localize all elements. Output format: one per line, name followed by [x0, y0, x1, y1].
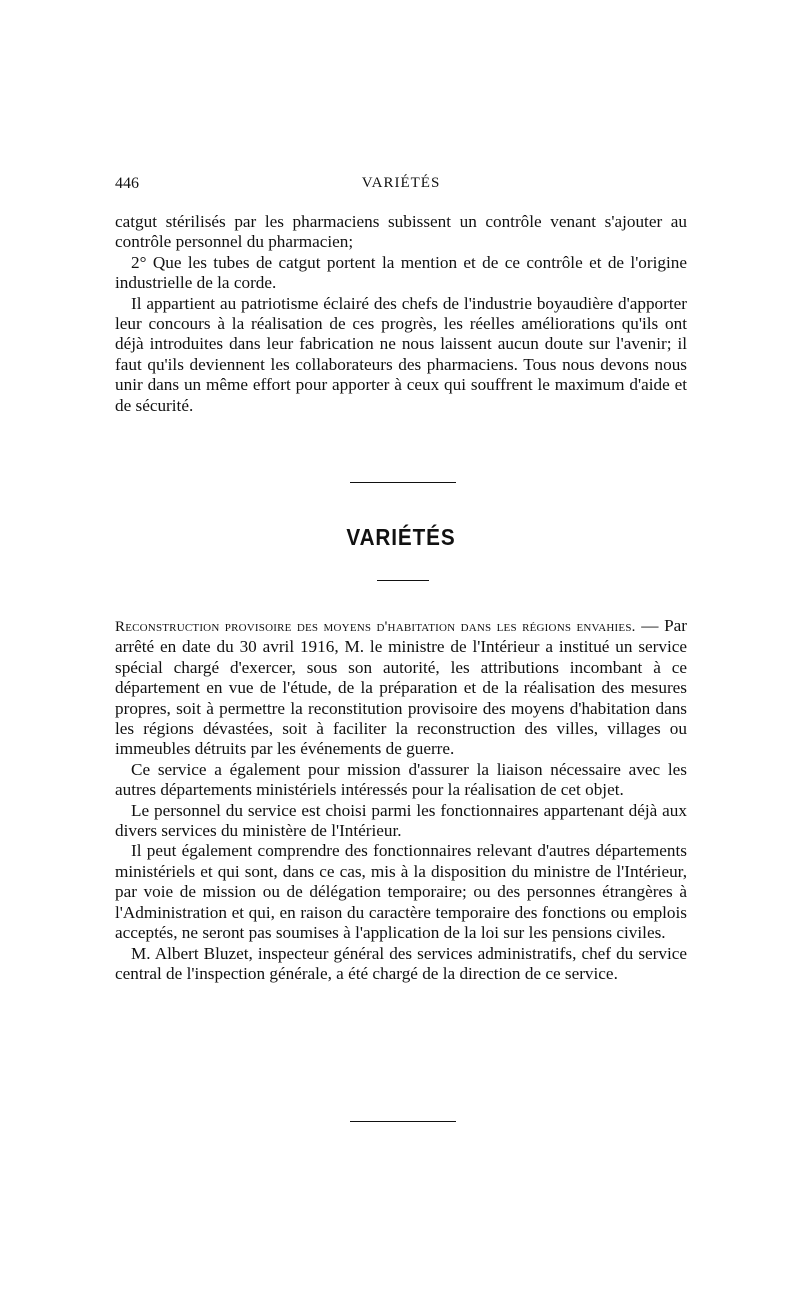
title-underline-rule	[377, 580, 429, 581]
end-rule	[350, 1121, 456, 1122]
continued-article	[115, 212, 687, 416]
paragraph: Le personnel du service est choisi parmi les fonctionnaires appartenant déjà aux divers services du ministère de l'Intérieur.	[115, 800, 687, 841]
paragraph: M. Albert Bluzet, inspecteur général des services administratifs, chef du service central de l'inspection générale, a été chargé de la direction de ce service.	[115, 943, 687, 983]
running-title: VARIÉTÉS	[361, 175, 441, 191]
article-heading: Reconstruction provisoire des moyens d'habitation dans les régions envahies.	[115, 619, 636, 635]
paragraph: 2° Que les tubes de catgut portent la mention et de ce contrôle et de l'origine industrielle de la corde.	[115, 252, 687, 293]
paragraph: Il appartient au patriotisme éclairé des chefs de l'industrie boyaudière d'apporter leur concours à la réalisation de ces progrès, les réelles améliorations qu'ils ont déjà introduites dans leur fabrication ne nous laissent aucun doute sur l'avenir; il faut qu'ils deviennent les collaborateurs des pharmaciens. Tous nous devons nous unir dans un même effort pour apporter à ceux qui souffrent le maximum d'aide et de sécurité.	[115, 293, 687, 415]
section-title: VARIÉTÉS	[346, 524, 456, 550]
separator-rule	[350, 482, 456, 483]
paragraph: catgut stérilisés par les pharmaciens subissent un contrôle venant s'ajouter au contrôle personnel du pharmacien;	[115, 212, 687, 252]
paragraph-text: — Par arrêté en date du 30 avril 1916, M. le ministre de l'Intérieur a institué un service spécial chargé d'exercer, sous son autorité, les attributions incombant à ce département en vue de l'étude, de la préparation et de la réalisation des mesures propres, soit à permettre la reconstitution provisoire des moyens d'habitation dans les régions dévastées, soit à faciliter la reconstruction des villes, villages ou immeubles détruits par les événements de guerre.	[115, 616, 687, 759]
running-head	[115, 175, 687, 197]
paragraph: Ce service a également pour mission d'assurer la liaison nécessaire avec les autres départements ministériels intéressés pour la réalisation de cet objet.	[115, 759, 687, 800]
paragraph	[115, 616, 687, 760]
page-number: 446	[115, 175, 139, 192]
paragraph: Il peut également comprendre des fonctionnaires relevant d'autres départements ministériels et qui sont, dans ce cas, mis à la disposition du ministre de l'Intérieur, par voie de mission ou de délégation temporaire; ou des personnes étrangères à l'Administration et qui, en raison du caractère temporaire des fonctions ou emplois acceptés, ne seront pas soumises à l'application de la loi sur les pensions civiles.	[115, 841, 687, 943]
varietes-article	[115, 616, 687, 984]
